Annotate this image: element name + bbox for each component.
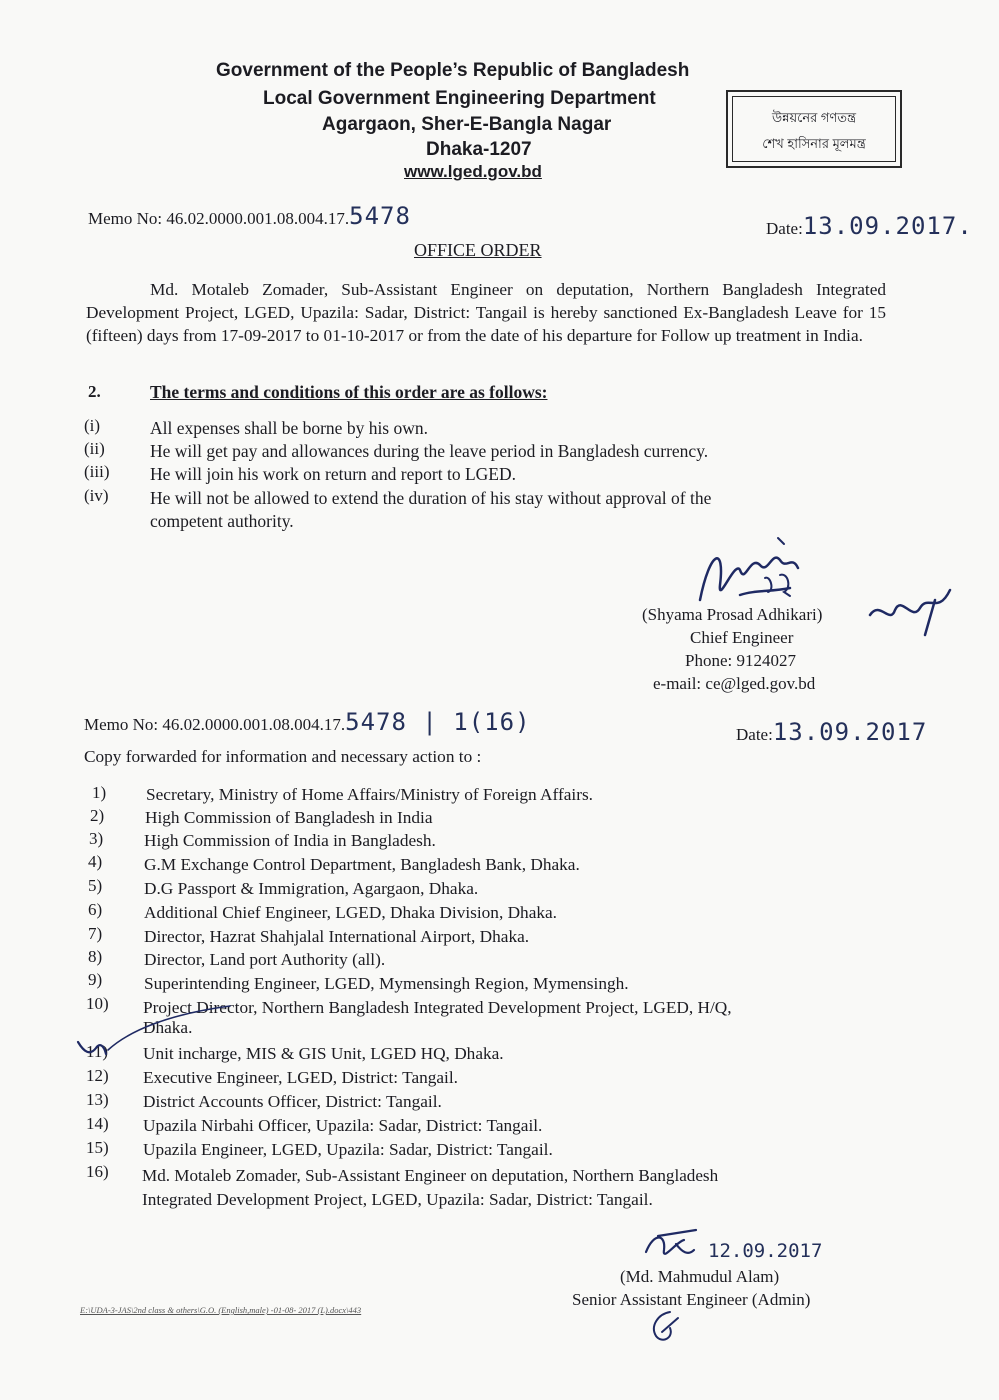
copy-item-text: D.G Passport & Immigration, Agargaon, Dhaka. bbox=[144, 879, 479, 898]
signatory-2-date-handwritten: 12.09.2017 bbox=[708, 1240, 823, 1262]
term-text: He will join his work on return and report to LGED. bbox=[150, 464, 516, 484]
copy-item-number: 8) bbox=[88, 947, 103, 966]
copy-item-number: 14) bbox=[86, 1114, 109, 1133]
copy-item-text: Unit incharge, MIS & GIS Unit, LGED HQ, Dhaka. bbox=[143, 1044, 504, 1063]
copy-item-text: Director, Land port Authority (all). bbox=[144, 950, 386, 969]
memo-2-date-line bbox=[736, 718, 927, 746]
copy-item-number: 6) bbox=[88, 900, 103, 919]
stamp-line-2: শেখ হাসিনার মূলমন্ত্র bbox=[762, 136, 866, 151]
copy-item-number: 7) bbox=[88, 924, 103, 943]
term-text: All expenses shall be borne by his own. bbox=[150, 418, 429, 438]
copy-item-number: 4) bbox=[88, 852, 103, 871]
header-address: Agargaon, Sher-E-Bangla Nagar bbox=[322, 114, 612, 135]
copy-item-text: High Commission of Bangladesh in India bbox=[145, 808, 433, 827]
signatory-1-designation: Chief Engineer bbox=[690, 628, 794, 647]
copy-item-text: High Commission of India in Bangladesh. bbox=[144, 831, 436, 850]
signatory-1-name: (Shyama Prosad Adhikari) bbox=[642, 605, 823, 624]
copy-item-text: Executive Engineer, LGED, District: Tangail. bbox=[143, 1068, 458, 1087]
order-paragraph: Md. Motaleb Zomader, Sub-Assistant Engineer on deputation, Northern Bangladesh Integrated Development Project, LGED, Upazila: Sadar, District: Tangail is hereby sanctioned Ex-Bangladesh Leave for 15 (fifteen) days from 17-09-2017 to 01-10-2017 or from the date of his departure for Follow up treatment in India. bbox=[86, 280, 886, 345]
copy-item-text: Md. Motaleb Zomader, Sub-Assistant Engineer on deputation, Northern Bangladesh bbox=[142, 1166, 719, 1185]
header-website: www.lged.gov.bd bbox=[404, 162, 542, 181]
term-text: He will get pay and allowances during the leave period in Bangladesh currency. bbox=[150, 441, 709, 461]
admin-signature bbox=[636, 1222, 716, 1272]
copy-item-number: 16) bbox=[86, 1162, 109, 1181]
memo-date-line bbox=[766, 212, 973, 240]
copy-item-number: 11) bbox=[86, 1042, 109, 1061]
copy-forwarded-intro: Copy forwarded for information and necessary action to : bbox=[84, 747, 482, 766]
copy-item-text-continued: Dhaka. bbox=[143, 1018, 193, 1037]
memo-date-label: Date: bbox=[766, 219, 803, 238]
office-order-title: OFFICE ORDER bbox=[414, 240, 542, 260]
header-department: Local Government Engineering Department bbox=[263, 88, 656, 109]
signatory-1-phone: Phone: 9124027 bbox=[685, 651, 796, 670]
stamp-line-1: উন্নয়নের গণতন্ত্র bbox=[771, 110, 857, 125]
handwritten-tick-mark bbox=[70, 1000, 240, 1060]
memo-date-handwritten: 13.09.2017. bbox=[802, 212, 973, 240]
signatory-2-designation: Senior Assistant Engineer (Admin) bbox=[572, 1290, 811, 1309]
copy-item-number: 2) bbox=[90, 806, 105, 825]
copy-item-number: 3) bbox=[89, 829, 104, 848]
copy-item-text: G.M Exchange Control Department, Bangladesh Bank, Dhaka. bbox=[144, 855, 580, 874]
header-city: Dhaka-1207 bbox=[426, 139, 532, 160]
footer-file-path: E:\UDA-3-JAS\2nd class & others\G.O. (English,male) -01-08- 2017 (L).docx\443 bbox=[80, 1305, 362, 1315]
term-text: He will not be allowed to extend the duration of his stay without approval of the bbox=[150, 488, 712, 508]
copy-item-text: Director, Hazrat Shahjalal International Airport, Dhaka. bbox=[144, 927, 530, 946]
memo-number-handwritten: 5478 bbox=[349, 202, 411, 230]
copy-item-number: 1) bbox=[92, 783, 107, 802]
signatory-1-email: e-mail: ce@lged.gov.bd bbox=[653, 674, 816, 693]
copy-item-number: 5) bbox=[88, 876, 103, 895]
copy-item-text: District Accounts Officer, District: Tangail. bbox=[143, 1092, 442, 1111]
copy-item-number: 15) bbox=[86, 1138, 109, 1157]
copy-item-number: 13) bbox=[86, 1090, 109, 1109]
copy-item-number: 10) bbox=[86, 994, 109, 1013]
copy-item-text: Superintending Engineer, LGED, Mymensingh Region, Mymensingh. bbox=[144, 974, 629, 993]
copy-item-number: 9) bbox=[88, 970, 103, 989]
terms-number: 2. bbox=[88, 382, 101, 401]
memo-2-date-label: Date: bbox=[736, 725, 773, 744]
slogan-stamp bbox=[726, 90, 902, 168]
term-text-continued: competent authority. bbox=[150, 511, 294, 531]
memo-2-date-handwritten: 13.09.2017 bbox=[772, 718, 928, 746]
term-index: (iv) bbox=[84, 486, 109, 505]
signatory-2-name: (Md. Mahmudul Alam) bbox=[620, 1267, 780, 1286]
memo-number-line bbox=[88, 202, 411, 230]
initial-mark bbox=[640, 1306, 690, 1346]
terms-heading: The terms and conditions of this order are as follows: bbox=[150, 382, 548, 402]
term-index: (ii) bbox=[84, 439, 105, 458]
copy-item-number: 12) bbox=[86, 1066, 109, 1085]
copy-item-text: Upazila Engineer, LGED, Upazila: Sadar, District: Tangail. bbox=[143, 1140, 553, 1159]
copy-item-text: Project Director, Northern Bangladesh Integrated Development Project, LGED, H/Q, bbox=[143, 998, 732, 1017]
copy-item-text: Secretary, Ministry of Home Affairs/Ministry of Foreign Affairs. bbox=[146, 785, 593, 804]
memo-2-number-line bbox=[84, 708, 531, 736]
memo-2-number-label: Memo No: 46.02.0000.001.08.004.17. bbox=[84, 715, 346, 734]
header-government: Government of the People’s Republic of Bangladesh bbox=[216, 60, 690, 81]
copy-item-text: Upazila Nirbahi Officer, Upazila: Sadar, District: Tangail. bbox=[143, 1116, 543, 1135]
copy-item-text: Additional Chief Engineer, LGED, Dhaka Division, Dhaka. bbox=[144, 903, 558, 922]
term-index: (iii) bbox=[84, 462, 110, 481]
term-index: (i) bbox=[84, 416, 101, 435]
memo-number-label: Memo No: 46.02.0000.001.08.004.17. bbox=[88, 209, 350, 228]
copy-item-text-continued: Integrated Development Project, LGED, Upazila: Sadar, District: Tangail. bbox=[142, 1190, 653, 1209]
memo-2-number-handwritten: 5478 | 1(16) bbox=[345, 708, 531, 736]
